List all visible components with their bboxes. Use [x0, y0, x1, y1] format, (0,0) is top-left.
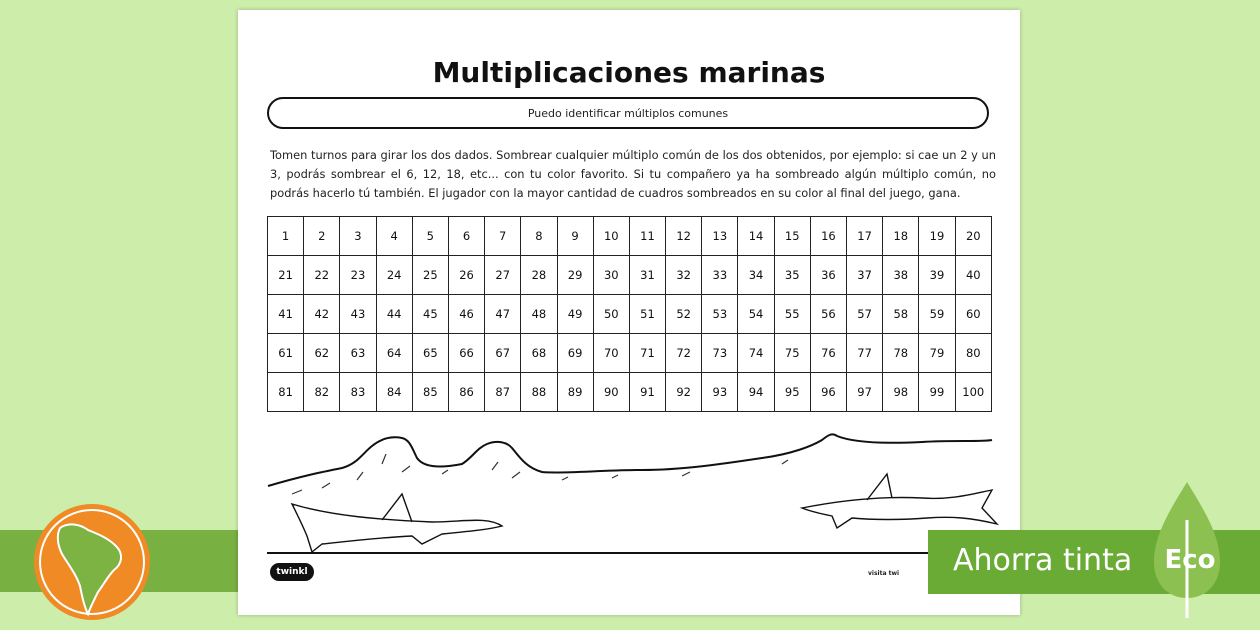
grid-cell[interactable]: 55: [774, 295, 810, 334]
grid-cell[interactable]: 52: [666, 295, 702, 334]
grid-cell[interactable]: 99: [919, 373, 955, 412]
grid-cell[interactable]: 70: [593, 334, 629, 373]
grid-cell[interactable]: 2: [304, 217, 340, 256]
grid-cell[interactable]: 18: [883, 217, 919, 256]
grid-cell[interactable]: 20: [955, 217, 991, 256]
grid-cell[interactable]: 12: [666, 217, 702, 256]
grid-cell[interactable]: 77: [847, 334, 883, 373]
grid-cell[interactable]: 98: [883, 373, 919, 412]
grid-row: [268, 334, 992, 373]
grid-row: [268, 217, 992, 256]
grid-cell[interactable]: 25: [412, 256, 448, 295]
grid-cell[interactable]: 29: [557, 256, 593, 295]
grid-cell[interactable]: 13: [702, 217, 738, 256]
grid-cell[interactable]: 96: [810, 373, 846, 412]
grid-cell[interactable]: 26: [448, 256, 484, 295]
grid-cell[interactable]: 35: [774, 256, 810, 295]
grid-cell[interactable]: 19: [919, 217, 955, 256]
grid-cell[interactable]: 1: [268, 217, 304, 256]
grid-cell[interactable]: 89: [557, 373, 593, 412]
grid-cell[interactable]: 16: [810, 217, 846, 256]
grid-cell[interactable]: 4: [376, 217, 412, 256]
twinkl-logo: [270, 563, 314, 581]
south-america-map-icon: [32, 502, 152, 622]
grid-cell[interactable]: 34: [738, 256, 774, 295]
grid-cell[interactable]: 64: [376, 334, 412, 373]
grid-cell[interactable]: 32: [666, 256, 702, 295]
grid-cell[interactable]: 10: [593, 217, 629, 256]
grid-cell[interactable]: 80: [955, 334, 991, 373]
grid-cell[interactable]: 84: [376, 373, 412, 412]
grid-cell[interactable]: 85: [412, 373, 448, 412]
grid-cell[interactable]: 48: [521, 295, 557, 334]
grid-cell[interactable]: 23: [340, 256, 376, 295]
instructions-text: Tomen turnos para girar los dos dados. Sombrear cualquier múltiplo común de los dos obtenidos, por ejemplo: si cae un 2 y un 3, podrás sombrear el 6, 12, 18, etc... con tu color favorito. Si tu compañero ya ha sombreado algún múltiplo común, no podrás hacerlo tú también. El jugador con la mayor cantidad de cuadros sombreados en su color al final del juego, gana.: [270, 148, 996, 200]
grid-cell[interactable]: 100: [955, 373, 991, 412]
grid-cell[interactable]: 59: [919, 295, 955, 334]
grid-cell[interactable]: 30: [593, 256, 629, 295]
grid-cell[interactable]: 91: [629, 373, 665, 412]
grid-cell[interactable]: 31: [629, 256, 665, 295]
grid-cell[interactable]: 93: [702, 373, 738, 412]
grid-cell[interactable]: 47: [485, 295, 521, 334]
grid-cell[interactable]: 42: [304, 295, 340, 334]
grid-cell[interactable]: 24: [376, 256, 412, 295]
grid-cell[interactable]: 6: [448, 217, 484, 256]
grid-cell[interactable]: 62: [304, 334, 340, 373]
grid-cell[interactable]: 43: [340, 295, 376, 334]
grid-cell[interactable]: 3: [340, 217, 376, 256]
ocean-scene-illustration: [262, 424, 1002, 554]
grid-cell[interactable]: 50: [593, 295, 629, 334]
badge-label: Ahorra tinta: [953, 543, 1133, 578]
grid-cell[interactable]: 71: [629, 334, 665, 373]
grid-row: [268, 373, 992, 412]
grid-cell[interactable]: 78: [883, 334, 919, 373]
grid-cell[interactable]: 95: [774, 373, 810, 412]
grid-cell[interactable]: 5: [412, 217, 448, 256]
grid-cell[interactable]: 33: [702, 256, 738, 295]
grid-cell[interactable]: 81: [268, 373, 304, 412]
grid-cell[interactable]: 57: [847, 295, 883, 334]
objective-box: [267, 97, 989, 129]
grid-cell[interactable]: 61: [268, 334, 304, 373]
grid-cell[interactable]: 15: [774, 217, 810, 256]
grid-cell[interactable]: 51: [629, 295, 665, 334]
shark-right-icon: [802, 474, 997, 528]
grid-cell[interactable]: 21: [268, 256, 304, 295]
grid-cell[interactable]: 94: [738, 373, 774, 412]
grid-cell[interactable]: 65: [412, 334, 448, 373]
grid-cell[interactable]: 49: [557, 295, 593, 334]
grid-cell[interactable]: 11: [629, 217, 665, 256]
grid-cell[interactable]: 69: [557, 334, 593, 373]
grid-cell[interactable]: 67: [485, 334, 521, 373]
objective-text: Puedo identificar múltiplos comunes: [527, 106, 729, 120]
grid-cell[interactable]: 87: [485, 373, 521, 412]
grid-cell[interactable]: 45: [412, 295, 448, 334]
grid-cell[interactable]: 38: [883, 256, 919, 295]
grid-cell[interactable]: 7: [485, 217, 521, 256]
grid-cell[interactable]: 27: [485, 256, 521, 295]
grid-cell[interactable]: 97: [847, 373, 883, 412]
grid-cell[interactable]: 90: [593, 373, 629, 412]
grid-cell[interactable]: 28: [521, 256, 557, 295]
grid-cell[interactable]: 40: [955, 256, 991, 295]
logo-text: twinkl: [276, 567, 308, 577]
grid-row: [268, 256, 992, 295]
footer-rule: [267, 552, 992, 554]
worksheet-page: [238, 10, 1020, 615]
grid-cell[interactable]: 86: [448, 373, 484, 412]
grid-cell[interactable]: 83: [340, 373, 376, 412]
grid-cell[interactable]: 46: [448, 295, 484, 334]
grid-cell[interactable]: 14: [738, 217, 774, 256]
grid-cell[interactable]: 9: [557, 217, 593, 256]
grid-cell[interactable]: 92: [666, 373, 702, 412]
grid-cell[interactable]: 82: [304, 373, 340, 412]
grid-cell[interactable]: 76: [810, 334, 846, 373]
grid-cell[interactable]: 66: [448, 334, 484, 373]
eco-label: Eco: [1164, 545, 1216, 575]
grid-cell[interactable]: 53: [702, 295, 738, 334]
grid-cell[interactable]: 74: [738, 334, 774, 373]
footer-url: visita twi: [868, 570, 900, 577]
grid-cell[interactable]: 8: [521, 217, 557, 256]
hundred-grid: [267, 216, 992, 412]
grid-cell[interactable]: 56: [810, 295, 846, 334]
grid-cell[interactable]: 36: [810, 256, 846, 295]
grid-cell[interactable]: 22: [304, 256, 340, 295]
grid-cell[interactable]: 54: [738, 295, 774, 334]
shark-left-icon: [292, 494, 502, 552]
grid-cell[interactable]: 60: [955, 295, 991, 334]
grid-cell[interactable]: 41: [268, 295, 304, 334]
grid-cell[interactable]: 79: [919, 334, 955, 373]
worksheet-title: Multiplicaciones marinas: [432, 56, 826, 89]
grid-cell[interactable]: 37: [847, 256, 883, 295]
grid-cell[interactable]: 68: [521, 334, 557, 373]
grid-cell[interactable]: 39: [919, 256, 955, 295]
grid-cell[interactable]: 63: [340, 334, 376, 373]
grid-row: [268, 295, 992, 334]
grid-cell[interactable]: 44: [376, 295, 412, 334]
grid-cell[interactable]: 58: [883, 295, 919, 334]
grid-cell[interactable]: 75: [774, 334, 810, 373]
grid-cell[interactable]: 88: [521, 373, 557, 412]
grid-cell[interactable]: 73: [702, 334, 738, 373]
grid-cell[interactable]: 17: [847, 217, 883, 256]
grid-cell[interactable]: 72: [666, 334, 702, 373]
